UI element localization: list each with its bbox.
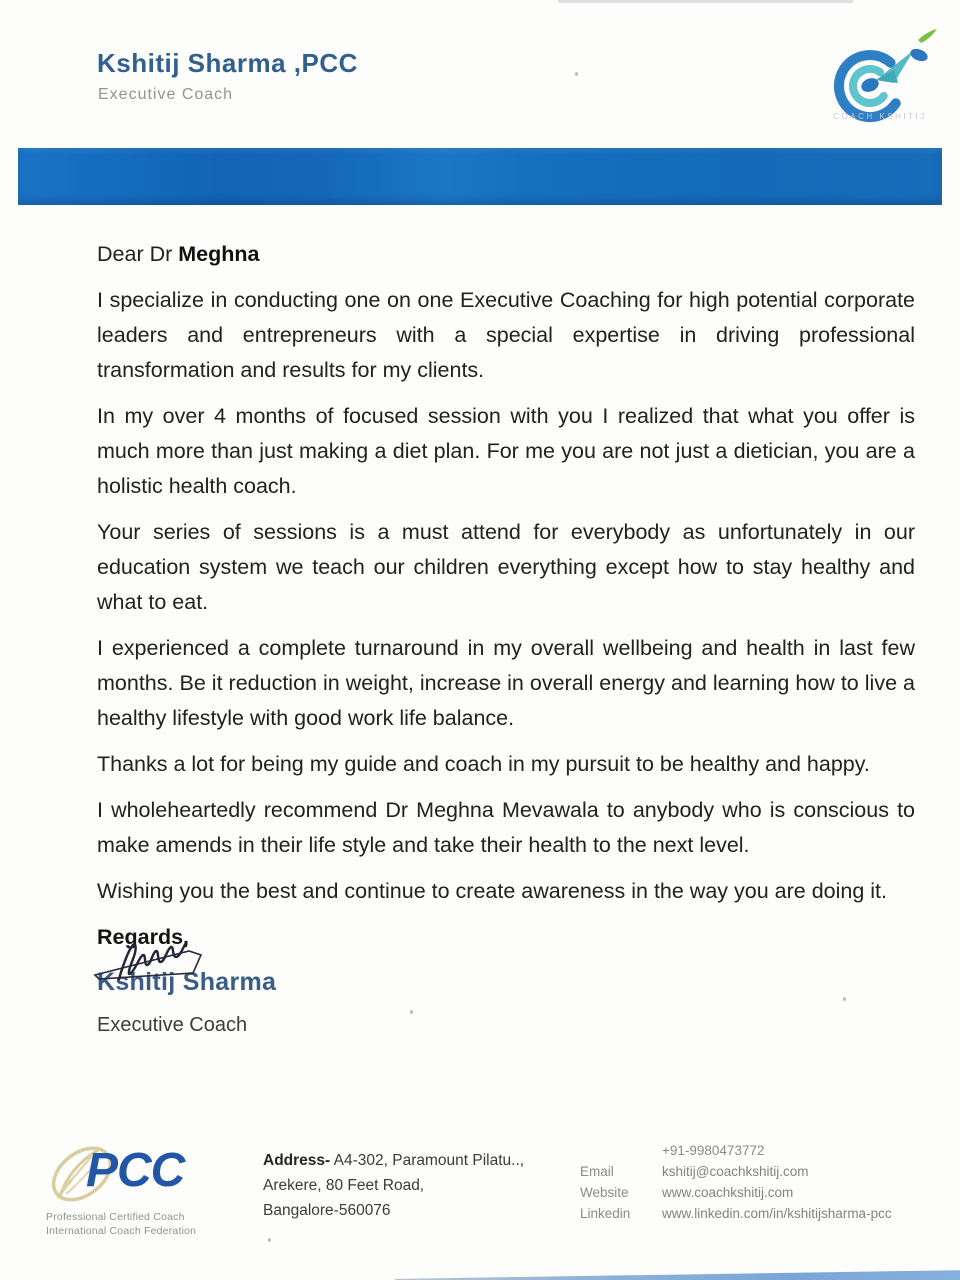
paragraph-1: I specialize in conducting one on one Executive Coaching for high potential corporate leaders and entrepreneurs with a special expertise in driving professional transformation and results for my clients.	[97, 288, 915, 382]
pcc-caption-line2: International Coach Federation	[46, 1225, 197, 1237]
phone-number: +91-9980473772	[662, 1143, 765, 1158]
address-line-1	[263, 1148, 563, 1173]
paragraph-3: Your series of sessions is a must attend for everybody as unfortunately in our education system we teach our children everything except how to stay healthy and what to eat.	[97, 520, 915, 614]
salutation-name: Meghna	[178, 242, 260, 266]
email-value: kshitij@coachkshitij.com	[662, 1164, 809, 1179]
contact-block	[580, 1140, 950, 1224]
header-banner-bar	[18, 148, 942, 205]
paragraph-2: In my over 4 months of focused session with you I realized that what you offer is much more than just making a diet plan. For me you are not just a dietician, you are a holistic health coach.	[97, 404, 915, 498]
closing-regards: Regards,	[97, 925, 190, 949]
pcc-caption-line1: Professional Certified Coach	[46, 1211, 185, 1223]
email-label: Email	[580, 1164, 614, 1179]
letterhead-role: Executive Coach	[98, 86, 234, 103]
paragraph-7: Wishing you the best and continue to create awareness in the way you are doing it.	[97, 879, 887, 903]
scan-speck	[268, 1238, 271, 1242]
website-value: www.coachkshitij.com	[662, 1185, 794, 1200]
bottom-banner-edge	[395, 1266, 960, 1280]
contact-row-website	[580, 1182, 950, 1203]
pcc-acronym: PCC	[86, 1144, 185, 1197]
paragraph-5: Thanks a lot for being my guide and coach in my pursuit to be healthy and happy.	[97, 752, 870, 776]
scan-speck	[843, 997, 846, 1001]
contact-row-linkedin	[580, 1203, 950, 1224]
salutation	[97, 237, 915, 272]
scan-artifact-line	[558, 0, 853, 3]
paragraph-6: I wholeheartedly recommend Dr Meghna Mevawala to anybody who is conscious to make amends in their life style and take their health to the next level.	[97, 798, 915, 857]
linkedin-value: www.linkedin.com/in/kshitijsharma-pcc	[662, 1206, 892, 1221]
address-value-1: A4-302, Paramount Pilatu..,	[330, 1152, 525, 1169]
letter-body	[97, 237, 915, 1043]
contact-row-email	[580, 1161, 950, 1182]
handwritten-signature	[89, 935, 229, 997]
footer	[0, 1140, 960, 1250]
letterhead-name: Kshitij Sharma ,PCC	[97, 48, 358, 78]
signatory-name: Kshitij Sharma	[97, 968, 277, 996]
address-label: Address-	[263, 1152, 331, 1169]
pcc-caption	[46, 1210, 261, 1238]
logo-caption: COACH KSHITIJ	[833, 112, 927, 121]
address-line-2: Arekere, 80 Feet Road,	[263, 1177, 425, 1194]
signatory-title: Executive Coach	[97, 1014, 248, 1036]
scan-speck	[575, 72, 578, 76]
website-label: Website	[580, 1185, 629, 1200]
paragraph-4: I experienced a complete turnaround in my overall wellbeing and health in last few months. Be it reduction in weight, increase in overall energy and learning how to live a healthy lifestyle with good work life balance.	[97, 636, 915, 730]
scan-speck	[410, 1010, 413, 1014]
salutation-prefix: Dear Dr	[97, 242, 179, 266]
address-line-3: Bangalore-560076	[263, 1202, 391, 1219]
linkedin-label: Linkedin	[580, 1206, 631, 1221]
signoff-block	[97, 921, 915, 1043]
address-block	[263, 1148, 563, 1223]
pcc-credential-logo	[46, 1144, 261, 1238]
pcc-logo-row	[46, 1144, 261, 1206]
